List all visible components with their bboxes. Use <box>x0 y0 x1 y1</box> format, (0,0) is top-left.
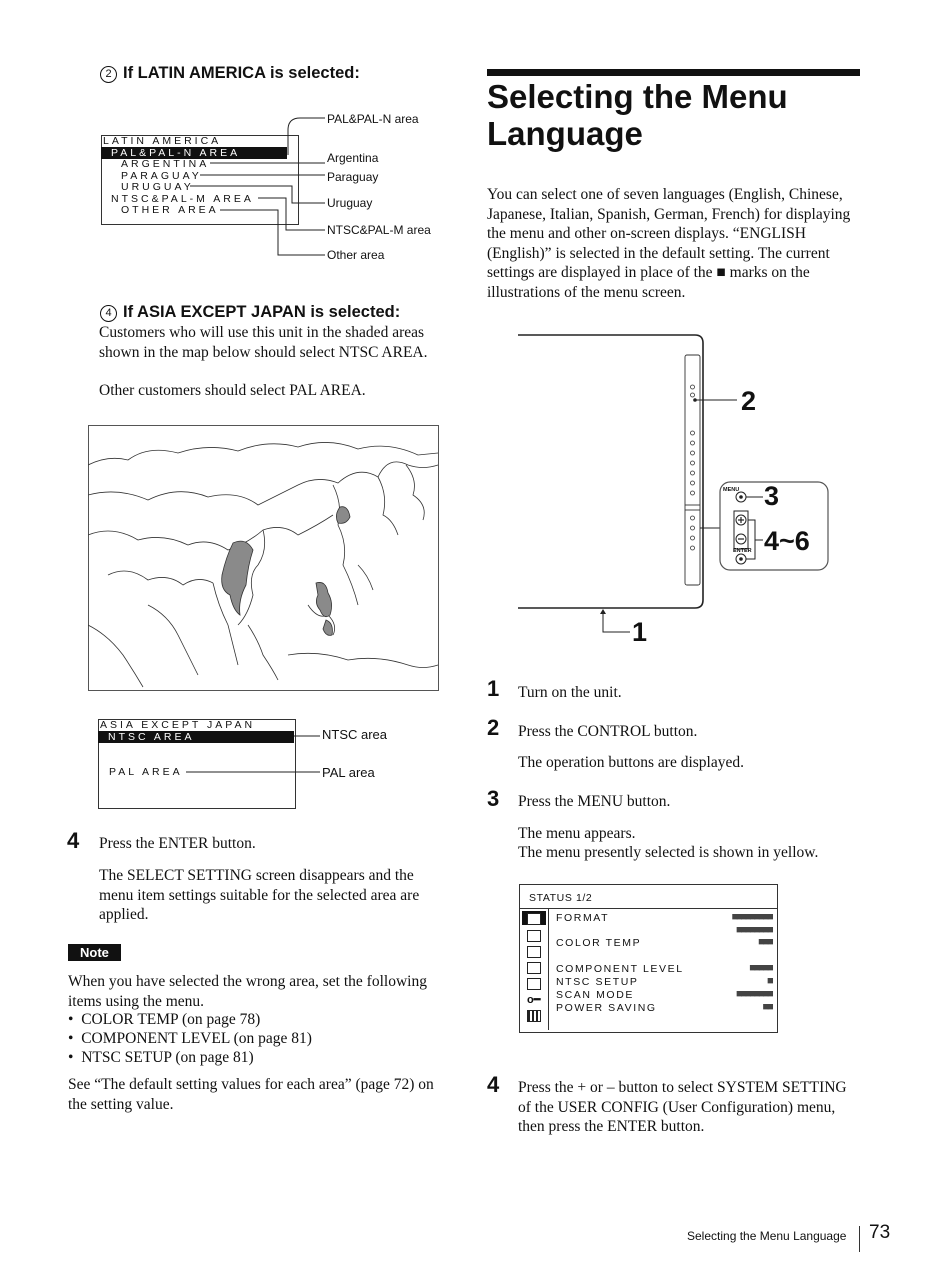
user-menu-icon <box>527 946 541 958</box>
latin-america-heading: 2 If LATIN AMERICA is selected: <box>100 64 360 83</box>
asia-heading: 4 If ASIA EXCEPT JAPAN is selected: <box>100 303 400 322</box>
menu-item-value: ■■■■■ <box>749 963 772 973</box>
footer-section-title: Selecting the Menu Language <box>687 1229 847 1243</box>
menu-item-label: COLOR TEMP <box>556 937 642 949</box>
asia-paragraph-2: Other customers should select PAL AREA. <box>99 382 366 399</box>
osd-line: PAL AREA <box>109 766 183 778</box>
status-menu-divider <box>519 908 777 909</box>
osd-line: URUGUAY <box>121 181 194 193</box>
menu-item-label: POWER SAVING <box>556 1002 657 1014</box>
figure-label-2: 2 <box>741 386 757 416</box>
step-number: 2 <box>487 715 500 740</box>
callout-leader-lines <box>180 730 330 780</box>
config-menu-icon <box>527 962 541 974</box>
step-text: Press the CONTROL button. <box>518 723 698 740</box>
menu-item-value: ■■■■■■■■ <box>736 989 772 999</box>
figure-label-3: 3 <box>764 481 780 511</box>
menu-item-value: ■■■■■■■■■ <box>732 912 772 922</box>
callout-label: Other area <box>327 248 385 262</box>
menu-item-value: ■■ <box>763 1002 772 1012</box>
note-list-item: • COMPONENT LEVEL (on page 81) <box>68 1030 312 1047</box>
step-text: Press the MENU button. <box>518 793 671 810</box>
figure-label-1: 1 <box>632 617 648 647</box>
step-number: 4 <box>67 828 80 853</box>
menu-item-label: SCAN MODE <box>556 989 634 1001</box>
note-list-item: • COLOR TEMP (on page 78) <box>68 1011 261 1028</box>
monitor-figure <box>515 330 835 650</box>
osd-line: PARAGUAY <box>121 170 202 182</box>
callout-label: NTSC&PAL-M area <box>327 223 431 237</box>
menu-item-value: ■■■■■■■■ <box>736 925 772 935</box>
step-number: 1 <box>487 676 500 701</box>
figure-label-4-6: 4~6 <box>764 526 810 556</box>
step-text: Press the + or – button to select SYSTEM SETTING of the USER CONFIG (User Configuration) menu, then press the ENTER button. <box>518 1079 847 1135</box>
note-intro: When you have selected the wrong area, set the following items using the menu. <box>68 973 427 1010</box>
callout-label: Paraguay <box>327 170 379 184</box>
step-number: 4 <box>487 1072 500 1097</box>
note-see: See “The default setting values for each area” (page 72) on the setting value. <box>68 1076 434 1113</box>
step-detail: The SELECT SETTING screen disappears and the menu item settings suitable for the selected area are applied. <box>99 867 420 923</box>
menu-item-value: ■ <box>767 976 772 986</box>
step-text: Press the ENTER button. <box>99 835 256 852</box>
osd-title: ASIA EXCEPT JAPAN <box>100 719 256 731</box>
menu-item-label: COMPONENT LEVEL <box>556 963 684 975</box>
callout-label: PAL&PAL-N area <box>327 112 419 126</box>
osd-selected-line: PAL&PAL-N AREA <box>101 147 287 159</box>
step-circle-number: 2 <box>100 66 117 83</box>
menu-item-value: ■■■ <box>758 937 772 947</box>
step-detail: The operation buttons are displayed. <box>518 754 744 771</box>
asia-paragraph: Customers who will use this unit in the shaded areas shown in the map below should select NTSC AREA. <box>99 324 428 361</box>
callout-label: PAL area <box>322 765 375 780</box>
step-text: Turn on the unit. <box>518 684 622 701</box>
callout-label: Argentina <box>327 151 379 165</box>
status-menu-sidebar-divider <box>548 909 549 1030</box>
enter-button-tag: ENTER <box>733 548 752 554</box>
page-number: 73 <box>869 1222 891 1243</box>
osd-title: LATIN AMERICA <box>103 135 222 147</box>
status-menu-title: STATUS 1/2 <box>529 892 593 904</box>
osd-line: OTHER AREA <box>121 204 219 216</box>
intro-paragraph: You can select one of seven languages (English, Chinese, Japanese, Italian, Spanish, German, French) for displaying the menu and other on-screen displays. “ENGLISH (English)” is selected in the default setting. The current settings are displayed in place of the ■ marks on the illustrations of the menu screen. <box>487 186 851 301</box>
menu-button-tag: MENU <box>723 487 740 493</box>
asia-map <box>88 425 439 691</box>
adjust-menu-icon <box>527 978 541 990</box>
color-menu-icon <box>527 930 541 942</box>
menu-item-label: NTSC SETUP <box>556 976 639 988</box>
step-detail: The menu presently selected is shown in yellow. <box>518 844 819 861</box>
status-menu-icon <box>527 913 541 925</box>
osd-line: NTSC&PAL-M AREA <box>111 193 254 205</box>
footer-divider <box>859 1226 860 1252</box>
osd-line: ARGENTINA <box>121 158 210 170</box>
menu-item-label: FORMAT <box>556 912 610 924</box>
callout-label: NTSC area <box>322 727 388 742</box>
title-rule <box>487 69 860 76</box>
step-number: 3 <box>487 786 500 811</box>
pattern-menu-icon <box>527 1010 541 1022</box>
callout-label: Uruguay <box>327 196 373 210</box>
note-list-item: • NTSC SETUP (on page 81) <box>68 1049 254 1066</box>
note-label: Note <box>68 944 121 961</box>
page-title: Selecting the Menu Language <box>487 78 788 152</box>
step-circle-number: 4 <box>100 305 117 322</box>
osd-selected-line: NTSC AREA <box>98 731 294 743</box>
callout-leader-lines <box>180 110 330 265</box>
step-detail: The menu appears. <box>518 825 636 842</box>
key-lock-icon: o━ <box>527 994 541 1006</box>
